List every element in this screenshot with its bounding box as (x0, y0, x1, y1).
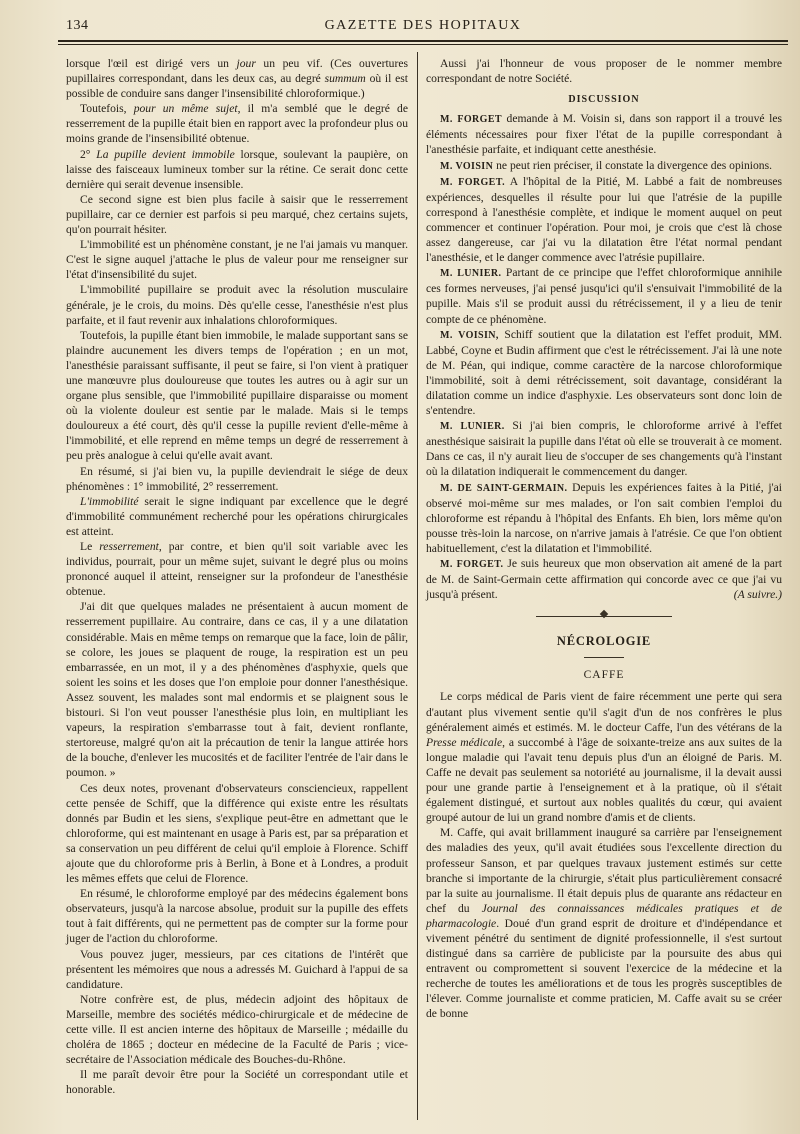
header-rule-thick (58, 40, 788, 42)
paragraph: Ces deux notes, provenant d'observateurs consciencieux, rappellent cette pensée de Schiff, que la différence qui existe entre les résultats donnés par Budin et les siens, s'explique peut-être en admettant que le chloroforme, qui est maintenant en usage à Paris est, par sa préparation et sa conservation un peu différent de celui qu'il emploie à Florence. Schiff ajoute que du chloroforme pris à Berlin, à Bone et à Londres, a produit les mêmes effets que celui de Florence. (66, 781, 408, 886)
paragraph: Aussi j'ai l'honneur de vous proposer de le nommer membre correspondant de notre Société. (426, 57, 782, 86)
discussion-entry: M. FORGET. A l'hôpital de la Pitié, M. Labbé a fait de nombreuses expériences, desquelles il résulte pour lui que l'atrésie de la pupille correspond à l'anesthésie complète, et indique le moment auquel on peut commencer et continuer l'opération. Pour moi, je crois que c'est là chose assez dangereuse, car j'ai vu la dilatation être l'état normal pendant l'anesthésie, et le danger commence avec l'atrésie pupillaire. (426, 174, 782, 265)
speaker-name: M. LUNIER. (440, 421, 505, 433)
obituary-name: CAFFE (583, 669, 625, 682)
journal-title: GAZETTE DES HOPITAUX (324, 18, 522, 33)
paragraph: Ce second signe est bien plus facile à saisir que le resserrement pupillaire, car ce dernier est parfois si peu marqué, chez certains sujets, qu'on pourrait hésiter. (66, 192, 408, 237)
paragraph: M. Caffe, qui avait brillamment inauguré sa carrière par l'enseignement des maladies des yeux, qu'il avait étudiées sous l'excellente direction du professeur Sanson, et par quelques travaux justement estimés sur cette branche si importante de la chirurgie, s'était plus particulièrement consacré par la suite au journalisme. Il était depuis plus de quarante ans rédacteur en chef du Journal des connaissances médicales pratiques et de pharmacologie. Doué d'un grand esprit de droiture et d'indépendance et vivement pénétré du sentiment de dignité professionnelle, il s'est surtout distingué dans sa carrière de publiciste par la poursuite des abus qui entravent ou compromettent si souvent l'exercice de la médecine et la recherche de toutes les améliorations et de tous les progrès susceptibles de l'élever. Comme journaliste et comme praticien, M. Caffe avait su se créer de bonne (426, 826, 782, 1021)
paragraph: Le resserrement, par contre, et bien qu'il soit variable avec les individus, pourrait, pour un même sujet, suivant le degré plus ou moins prononcé auquel il atteint, renseigner sur la profondeur de l'anesthésie obtenue. (66, 540, 408, 599)
discussion-entry: M. LUNIER. Si j'ai bien compris, le chloroforme arrivé à l'effet anesthésique saisirait la pupille dans l'état où elle se trouverait à ce moment. Dans ce cas, il n'y aurait lieu de s'occuper de ses changements qu'à l'instant où la dilatation indiquerait le commencement du danger. (426, 419, 782, 479)
speaker-name: M. FORGET. (440, 176, 505, 188)
paragraph: Il me paraît devoir être pour la Société un correspondant utile et honorable. (66, 1068, 408, 1097)
paragraph: En résumé, si j'ai bien vu, la pupille deviendrait le siége de deux phénomènes : 1° immobilité, 2° resserrement. (66, 464, 408, 493)
paragraph: Vous pouvez juger, messieurs, par ces citations de l'intérêt que présentent les mémoires que nous a adressés M. Guichard à l'appui de sa candidature. (66, 947, 408, 991)
paragraph: L'immobilité serait le signe indiquant par excellence que le degré d'immobilité communément recherché pour les opérations chirurgicales est atteint. (66, 494, 408, 538)
paragraph: 2° La pupille devient immobile lorsque, soulevant la paupière, on laisse des faisceaux lumineux tomber sur la rétine. Ce serait donc cette dernière qui serait devenue insensible. (66, 147, 408, 191)
right-column (426, 56, 782, 1022)
discussion-entry: M. VOISIN, Schiff soutient que la dilatation est l'effet produit, MM. Labbé, Coyne et Budin affirment que c'est le rétrécissement. J'ai là une note de M. Péan, qui indique, comme caractère de la narcose chloroformique l'immobilité, soit à demi rétrécissement, soit davantage, considérant la dilatation comme un indice d'asphyxie. Les observateurs sont donc loin de s'entendre. (426, 327, 783, 418)
ornament-divider (426, 610, 782, 622)
paragraph: Toutefois, la pupille étant bien immobile, le malade supportant sans se plaindre aucunement les divers temps de l'opération ; en un mot, l'anesthésie paraissant suffisante, il peut se faire, si l'on vient à pratiquer une manœuvre plus douloureuse que toutes les autres ou à agir sur un organe plus sensible, que l'immobilité pupillaire disparaisse ou moment où la violente douleur est sentie par le malade. Mais si le temps douloureux a été court, dès qu'il cesse la pupille revient d'elle-même à l'immobilité, et elle reprend en même temps un degré de resserrement à peu près analogue à celui qu'elle avait avant. (66, 328, 408, 463)
left-column (66, 56, 408, 1097)
paragraph: Toutefois, pour un même sujet, il m'a semblé que le degré de resserrement de la pupille était bien en rapport avec la profondeur plus ou moins grande de l'insensibilité obtenue. (66, 102, 408, 146)
short-rule (584, 657, 624, 658)
speaker-name: M. DE SAINT-GERMAIN. (440, 482, 568, 494)
speaker-name: M. VOISIN, (440, 329, 499, 341)
paragraph: L'immobilité pupillaire se produit avec la résolution musculaire générale, je le crois, du moins. Dès qu'elle cesse, l'anesthésie n'est plus parfaite, et il faut revenir aux inhalations chloroformiques. (66, 283, 408, 327)
necrologie-heading: NÉCROLOGIE (556, 634, 652, 649)
discussion-entry: M. DE SAINT-GERMAIN. Depuis les expériences faites à la Pitié, j'ai observé moi-même sur mes malades, or l'on sait combien l'emploi du chloroforme est répandu à l'hôpital des Enfants. Eh bien, lors même qu'on pousse très-loin la narcose, on n'arrive jamais à l'atrésie. Ce que l'on obtient habituellement, c'est la dilatation et l'immobilité. (426, 480, 782, 555)
paragraph: Notre confrère est, de plus, médecin adjoint des hôpitaux de Marseille, membre des sociétés médico-chirurgicale et de médecine de cette ville. Il est ancien interne des hôpitaux de Marseille ; médaille du choléra de 1865 ; docteur en médecine de la Faculté de Paris ; vice-secrétaire de l'Association médicale des Bouches-du-Rhône. (66, 992, 408, 1067)
discussion-entry: M. LUNIER. Partant de ce principe que l'effet chloroformique annihile ces formes nerveuses, j'ai pensé jusqu'ici qu'il s'ensuivait l'immobilité de la pupille. Mais s'il se produit aussi du rétrécissement, il y a lieu de tenir compte de ce phénomène. (426, 266, 782, 326)
paragraph: lorsque l'œil est dirigé vers un jour un peu vif. (Ces ouvertures pupillaires correspondant, dans les deux cas, au degré summum où il est possible de conduire sans danger l'insensibilité chloroformique.) (66, 57, 408, 101)
speaker-name: M. FORGET. (440, 559, 504, 570)
discussion-entry: M. FORGET. Je suis heureux que mon observation ait amené de la part de M. de Saint-Germain cette affirmation qui concorde avec ce que j'ai vu jusqu'à présent. (A suivre.) (426, 557, 782, 602)
discussion-heading: DISCUSSION (568, 94, 640, 106)
discussion-entry: M. FORGET demande à M. Voisin si, dans son rapport il a trouvé les éléments nécessaires pour fixer l'état de la pupille correspondant à l'anesthésie parfaite, et indiquant cette anesthésie. (426, 112, 783, 157)
column-divider (417, 52, 418, 1120)
to-be-continued: (A suivre.) (733, 588, 782, 602)
page-header (58, 16, 788, 38)
paragraph: En résumé, le chloroforme employé par des médecins également bons observateurs, jusqu'à la narcose absolue, produit sur la pupille des effets tout à fait différents, qui ne permettent pas de compter sur la forme pour juger de l'action du chloroforme. (66, 887, 408, 946)
paragraph: J'ai dit que quelques malades ne présentaient à aucun moment de resserrement pupillaire. Au contraire, dans ce cas, il y a une dilatation considérable. Mais en même temps on remarque que la face, loin de pâlir, se colore, les joues se plaquent de rouge, la respiration est un peu embarrassée, en un mot, il y a des phénomènes d'asphyxie, quels que soient les soins et les doses que l'on emploie pour donner l'anesthésique. Assez souvent, les malades sont mal endormis et se plaignent sous le bistouri. Si l'on veut pousser l'anesthésie plus loin, en multipliant les vapeurs, la respiration s'embarrasse tout à fait, devient ronflante, stertoreuse, malgré qu'on ait la précaution de tenir la langue attirée hors de la bouche, d'enlever les mucosités et de faciliter l'entrée de l'air dans le poumon. » (66, 600, 408, 780)
paragraph: Le corps médical de Paris vient de faire récemment une perte qui sera d'autant plus vivement sentie qu'il s'agit d'un de nos confrères le plus généralement aimés et estimés. M. le docteur Caffe, l'un des vétérans de la Presse médicale, a succombé à l'âge de soixante-treize ans aux suites de la longue maladie qui l'avait tenu depuis plus d'un an éloigné de Paris. M. Caffe ne devait pas seulement sa notoriété au journalisme, il la devait aussi pour une grande partie à l'enseignement et à la pratique, où il s'était également distingué, et surtout aux nobles qualités du cœur, qui avaient groupé autour de lui un grand nombre d'amis et de clients. (426, 690, 782, 825)
discussion-entry: M. VOISIN ne peut rien préciser, il constate la divergence des opinions. (440, 158, 772, 172)
speaker-name: M. FORGET (440, 114, 502, 126)
speaker-name: M. LUNIER. (440, 268, 502, 280)
header-rule-thin (58, 44, 788, 45)
paragraph: L'immobilité est un phénomène constant, je ne l'ai jamais vu manquer. C'est le signe auquel j'attache le plus de valeur pour me renseigner sur l'état d'insensibilité du sujet. (66, 238, 408, 282)
page-number: 134 (66, 18, 89, 33)
speaker-name: M. VOISIN (440, 160, 494, 172)
